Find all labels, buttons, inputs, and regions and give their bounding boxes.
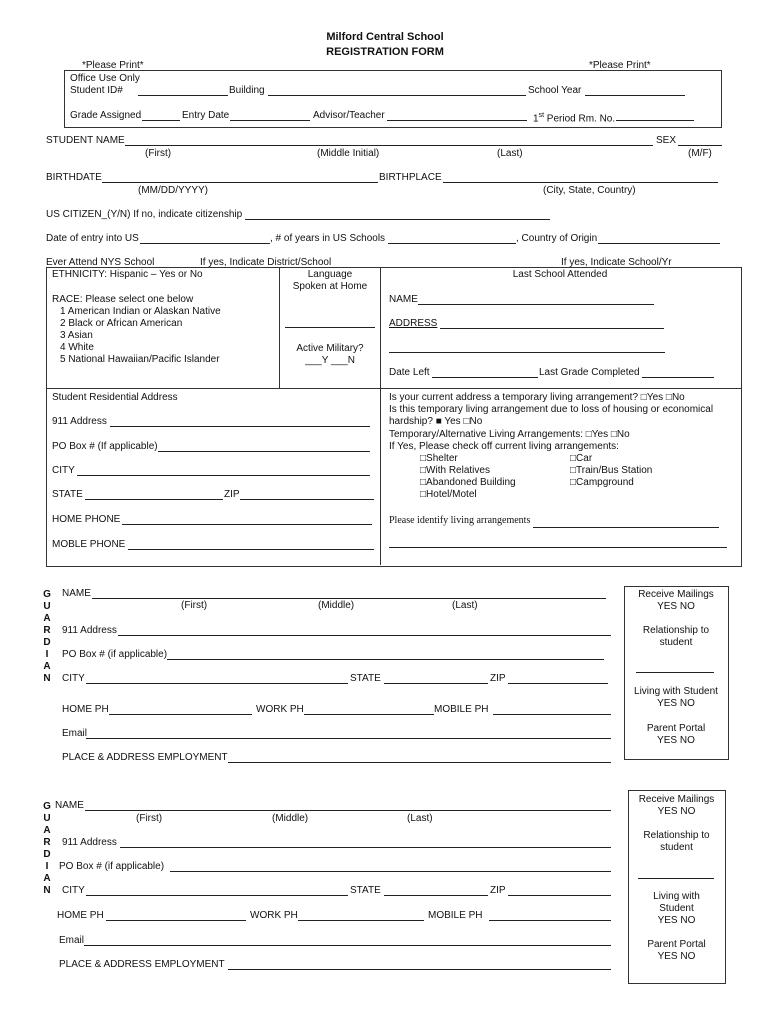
temp-question-3[interactable]: Temporary/Alternative Living Arrangements: □Yes □No xyxy=(389,429,630,440)
guardian-po-box-label: PO Box # (if applicable) xyxy=(62,649,168,660)
identify-arrangements-label: Please identify living arrangements xyxy=(389,515,531,526)
address-911-field[interactable] xyxy=(110,426,370,427)
parent-portal-label: Parent Portal xyxy=(646,723,706,734)
guardian-work-ph-label: WORK PH xyxy=(256,704,304,715)
receive-mailings-label: Receive Mailings xyxy=(638,794,715,805)
guardian-state-field[interactable] xyxy=(384,895,488,896)
guardian-zip-label: ZIP xyxy=(490,885,506,896)
guardian-last-caption: (Last) xyxy=(407,813,433,824)
guardian-letter: R xyxy=(43,625,51,636)
guardian-zip-field[interactable] xyxy=(508,683,608,684)
guardian-letter: I xyxy=(45,649,49,660)
guardian-middle-caption: (Middle) xyxy=(272,813,309,824)
guardian-middle-caption: (Middle) xyxy=(318,600,355,611)
race-title: RACE: Please select one below xyxy=(52,294,194,305)
guardian-home-ph-field[interactable] xyxy=(109,714,252,715)
period-room-field[interactable] xyxy=(616,120,694,121)
parent-portal-yn[interactable]: YES NO xyxy=(657,951,696,962)
zip-field[interactable] xyxy=(240,499,374,500)
guardian-letter: G xyxy=(43,589,51,600)
last-school-address-field[interactable] xyxy=(440,328,664,329)
guardian-letter: A xyxy=(43,825,51,836)
guardian-last-caption: (Last) xyxy=(452,600,478,611)
office-use-title: Office Use Only xyxy=(70,73,140,84)
guardian-home-ph-field[interactable] xyxy=(106,920,246,921)
living-with-label: Living with Student xyxy=(634,686,718,697)
last-school-address-field-2[interactable] xyxy=(389,352,665,353)
middle-caption: (Middle Initial) xyxy=(317,148,380,159)
city-label: CITY xyxy=(52,465,75,476)
race-option: 3 Asian xyxy=(60,330,93,341)
form-title: REGISTRATION FORM xyxy=(326,46,444,58)
guardian-work-ph-field[interactable] xyxy=(304,714,434,715)
guardian-email-label: Email xyxy=(59,935,85,946)
guardian-letter: U xyxy=(43,601,51,612)
guardian-letter: R xyxy=(43,837,51,848)
sex-label: SEX xyxy=(656,135,677,146)
entry-us-label: Date of entry into US xyxy=(46,233,139,244)
parent-portal-label: Parent Portal xyxy=(647,939,706,950)
race-option: 4 White xyxy=(60,342,94,353)
guardian-name-label: NAME xyxy=(55,800,84,811)
relationship-label: Relationship to xyxy=(642,625,710,636)
living-option[interactable]: □Train/Bus Station xyxy=(570,465,653,476)
state-field[interactable] xyxy=(85,499,223,500)
relationship-label-2: student xyxy=(659,637,693,648)
po-box-field[interactable] xyxy=(158,451,370,452)
race-option: 1 American Indian or Alaskan Native xyxy=(60,306,221,317)
address-911-label: 911 Address xyxy=(52,416,107,427)
birthplace-field[interactable] xyxy=(443,182,718,183)
guardian-work-ph-field[interactable] xyxy=(298,920,424,921)
please-print-right: *Please Print* xyxy=(589,60,651,71)
temp-question-2: Is this temporary living arrangement due to loss of housing or economical xyxy=(389,404,714,415)
guardian-email-field[interactable] xyxy=(86,738,611,739)
entry-us-field[interactable] xyxy=(140,243,270,244)
student-id-field[interactable] xyxy=(138,95,228,96)
guardian-home-ph-label: HOME PH xyxy=(62,704,109,715)
living-with-label: Living with xyxy=(653,891,700,902)
temp-question-4: If Yes, Please check off current living arrangements: xyxy=(389,441,619,452)
guardian-letter: G xyxy=(43,801,51,812)
district-label: If yes, Indicate District/School xyxy=(200,257,332,268)
guardian-911-label: 911 Address xyxy=(62,625,117,636)
advisor-field[interactable] xyxy=(387,120,527,121)
citizen-label: US CITIZEN_(Y/N) If no, indicate citizenship xyxy=(46,209,243,220)
entry-date-label: Entry Date xyxy=(182,110,230,121)
guardian-letter: N xyxy=(43,885,51,896)
guardian-name-label: NAME xyxy=(62,588,91,599)
language-label-2: Spoken at Home xyxy=(292,281,368,292)
living-option[interactable]: □Shelter xyxy=(420,453,458,464)
student-name-label: STUDENT NAME xyxy=(46,135,125,146)
entry-date-field[interactable] xyxy=(230,120,310,121)
guardian-911-label: 911 Address xyxy=(62,837,117,848)
grade-field[interactable] xyxy=(142,120,180,121)
first-caption: (First) xyxy=(145,148,172,159)
living-option[interactable]: □Car xyxy=(570,453,593,464)
living-with-label-2: Student xyxy=(659,903,694,914)
guardian-po-box-label: PO Box # (if applicable) xyxy=(59,861,165,872)
ever-nys-label: Ever Attend NYS School xyxy=(46,257,155,268)
living-option[interactable]: □Abandoned Building xyxy=(420,477,516,488)
living-with-yn[interactable]: YES NO xyxy=(657,915,696,926)
citizenship-field[interactable] xyxy=(245,219,550,220)
identify-arrangements-field-2[interactable] xyxy=(389,547,727,548)
guardian-name-field[interactable] xyxy=(92,598,606,599)
relationship-field[interactable] xyxy=(638,878,714,879)
guardian-letter: D xyxy=(43,849,51,860)
col-divider-2 xyxy=(380,267,381,565)
sex-field[interactable] xyxy=(678,145,722,146)
home-phone-field[interactable] xyxy=(122,524,372,525)
mobile-phone-label: MOBLE PHONE xyxy=(52,539,126,550)
years-us-label: , # of years in US Schools xyxy=(270,233,386,244)
living-with-yn[interactable]: YES NO xyxy=(657,698,695,709)
relationship-field[interactable] xyxy=(636,672,714,673)
guardian-city-label: CITY xyxy=(62,885,85,896)
guardian-mobile-ph-field[interactable] xyxy=(489,920,611,921)
guardian-911-field[interactable] xyxy=(120,847,611,848)
guardian-city-label: CITY xyxy=(62,673,85,684)
building-field[interactable] xyxy=(268,95,526,96)
period-room-label: 1st Period Rm. No. xyxy=(533,112,616,125)
guardian-name-field[interactable] xyxy=(85,810,611,811)
guardian-letter: I xyxy=(45,861,49,872)
last-grade-field[interactable] xyxy=(642,377,714,378)
home-phone-label: HOME PHONE xyxy=(52,514,121,525)
parent-portal-yn[interactable]: YES NO xyxy=(657,735,695,746)
date-left-field[interactable] xyxy=(432,377,538,378)
mobile-phone-field[interactable] xyxy=(128,549,374,550)
guardian-mobile-ph-label: MOBILE PH xyxy=(428,910,483,921)
race-option: 2 Black or African American xyxy=(60,318,183,329)
living-option[interactable]: □With Relatives xyxy=(420,465,490,476)
residence-title: Student Residential Address xyxy=(52,392,178,403)
school-name: Milford Central School xyxy=(326,31,444,43)
guardian-letter: A xyxy=(43,661,51,672)
living-option[interactable]: □Hotel/Motel xyxy=(420,489,477,500)
relationship-label: Relationship to xyxy=(643,830,710,841)
guardian-letter: A xyxy=(43,613,51,624)
guardian-letter: N xyxy=(43,673,51,684)
state-label: STATE xyxy=(52,489,83,500)
guardian-city-field[interactable] xyxy=(86,895,348,896)
guardian-home-ph-label: HOME PH xyxy=(57,910,104,921)
guardian-employment-field[interactable] xyxy=(228,762,611,763)
building-label: Building xyxy=(229,85,265,96)
please-print-left: *Please Print* xyxy=(82,60,144,71)
student-name-field[interactable] xyxy=(125,145,653,146)
guardian-first-caption: (First) xyxy=(181,600,208,611)
advisor-label: Advisor/Teacher xyxy=(313,110,385,121)
military-yn[interactable]: ___Y ___N xyxy=(305,355,355,366)
guardian-po-box-field[interactable] xyxy=(170,871,611,872)
guardian-employment-label: PLACE & ADDRESS EMPLOYMENT xyxy=(62,752,228,763)
guardian-employment-label: PLACE & ADDRESS EMPLOYMENT xyxy=(59,959,225,970)
last-school-address-label: ADDRESS xyxy=(389,318,438,329)
guardian-email-field[interactable] xyxy=(84,945,611,946)
birthdate-field[interactable] xyxy=(102,182,378,183)
last-grade-label: Last Grade Completed xyxy=(539,367,640,378)
living-option[interactable]: □Campground xyxy=(570,477,634,488)
guardian-city-field[interactable] xyxy=(86,683,348,684)
last-school-name-label: NAME xyxy=(389,294,418,305)
school-yr-label: If yes, Indicate School/Yr xyxy=(561,257,672,268)
school-year-label: School Year xyxy=(528,85,582,96)
ethnicity-label: ETHNICITY: Hispanic – Yes or No xyxy=(52,269,203,280)
place-format-caption: (City, State, Country) xyxy=(543,185,636,196)
date-format-caption: (MM/DD/YYYY) xyxy=(138,185,208,196)
guardian-zip-field[interactable] xyxy=(508,895,611,896)
po-box-label: PO Box # (If applicable) xyxy=(52,441,158,452)
language-label: Language xyxy=(307,269,353,280)
identify-arrangements-field[interactable] xyxy=(533,527,719,528)
guardian-mobile-ph-field[interactable] xyxy=(493,714,611,715)
last-school-title: Last School Attended xyxy=(512,269,608,280)
temp-question-2-answer[interactable]: hardship? ■ Yes □No xyxy=(389,416,483,427)
last-caption: (Last) xyxy=(497,148,523,159)
zip-label: ZIP xyxy=(224,489,240,500)
receive-mailings-label: Receive Mailings xyxy=(638,589,714,600)
guardian-911-field[interactable] xyxy=(118,635,611,636)
receive-mailings-yn[interactable]: YES NO xyxy=(657,601,695,612)
origin-label: , Country of Origin xyxy=(516,233,598,244)
guardian-po-box-field[interactable] xyxy=(167,659,604,660)
guardian-letter: D xyxy=(43,637,51,648)
grade-label: Grade Assigned xyxy=(70,110,142,121)
years-us-field[interactable] xyxy=(388,243,516,244)
date-left-label: Date Left xyxy=(389,367,430,378)
guardian-work-ph-label: WORK PH xyxy=(250,910,298,921)
guardian-letter: A xyxy=(43,873,51,884)
birthplace-label: BIRTHPLACE xyxy=(379,172,442,183)
guardian-letter: U xyxy=(43,813,51,824)
school-year-field[interactable] xyxy=(585,95,685,96)
race-option: 5 National Hawaiian/Pacific Islander xyxy=(60,354,220,365)
last-school-name-field[interactable] xyxy=(418,304,654,305)
guardian-zip-label: ZIP xyxy=(490,673,506,684)
relationship-label-2: student xyxy=(660,842,693,853)
guardian-employment-field[interactable] xyxy=(228,969,611,970)
student-id-label: Student ID# xyxy=(70,85,123,96)
temp-question-1[interactable]: Is your current address a temporary living arrangement? □Yes □No xyxy=(389,392,685,403)
city-field[interactable] xyxy=(77,475,370,476)
guardian-email-label: Email xyxy=(62,728,88,739)
guardian-state-label: STATE xyxy=(350,885,381,896)
guardian-state-label: STATE xyxy=(350,673,381,684)
guardian-state-field[interactable] xyxy=(384,683,488,684)
birthdate-label: BIRTHDATE xyxy=(46,172,102,183)
guardian-mobile-ph-label: MOBILE PH xyxy=(434,704,489,715)
guardian-first-caption: (First) xyxy=(136,813,163,824)
military-label: Active Military? xyxy=(296,343,364,354)
language-field[interactable] xyxy=(285,327,375,328)
receive-mailings-yn[interactable]: YES NO xyxy=(657,806,696,817)
box-divider xyxy=(46,388,741,389)
origin-field[interactable] xyxy=(598,243,720,244)
mf-caption: (M/F) xyxy=(688,148,712,159)
